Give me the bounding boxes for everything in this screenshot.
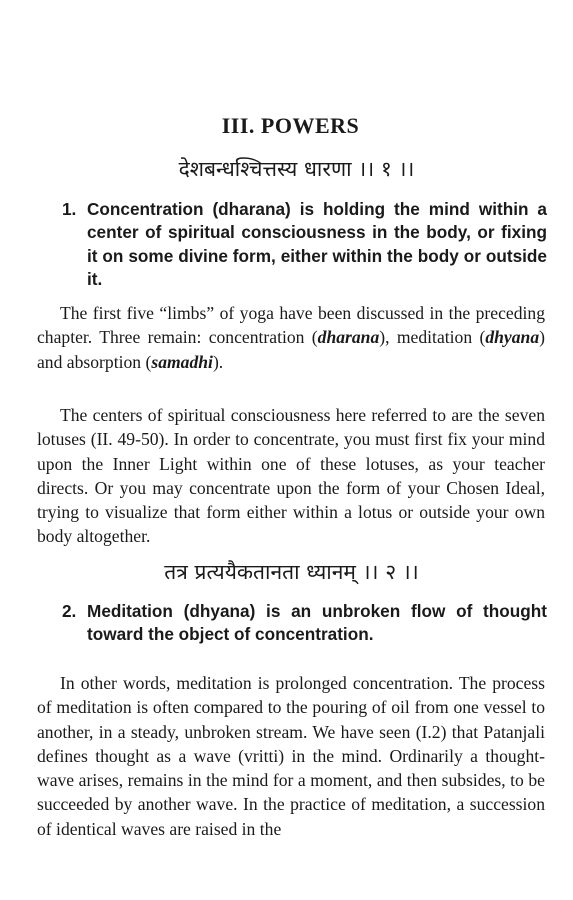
paragraph-1-text-d: ). bbox=[212, 351, 224, 372]
term-dharana: dharana bbox=[317, 327, 380, 348]
paragraph-2: The centers of spiritual consciousness here referred to are the seven lotuses (II. 49-50). In order to concentrate, you must first fix your mind upon the Inner Light within one of these lotuses, as your teacher directs. Or you may concentrate upon the form of your Chosen Ideal, trying to visualize that form either within a lotus or outside your own body altogether. bbox=[37, 405, 545, 547]
paragraph-1-text-b: ), meditation ( bbox=[379, 327, 486, 348]
paragraph-1-text-c: ) and absorption ( bbox=[37, 327, 545, 372]
sutra-1-number: 1. bbox=[62, 199, 77, 219]
sutra-1-text: Concentration (dharana) is holding the mind within a center of spiritual consciousness in the body, or fixing it on some divine form, either within the body or outside it. bbox=[87, 199, 547, 290]
sanskrit-verse-1: देशबन्धश्चित्तस्य धारणा ।। १ ।। bbox=[178, 157, 415, 181]
sutra-2-number: 2. bbox=[62, 601, 77, 621]
sutra-2-text: Meditation (dhyana) is an unbroken flow of thought toward the object of concentration. bbox=[87, 601, 547, 645]
term-dhyana: dhyana bbox=[485, 327, 540, 348]
sutra-2 bbox=[62, 600, 547, 647]
chapter-heading: III. POWERS bbox=[221, 113, 360, 138]
paragraph-1 bbox=[37, 301, 545, 374]
paragraph-3: In other words, meditation is prolonged concentration. The process of meditation is often compared to the pouring of oil from one vessel to another, in a steady, unbroken stream. We have seen (I.2) that Patanjali defines thought as a wave (vritti) in the mind. Ordinarily a thought-wave arises, remains in the mind for a moment, and then subsides, to be succeeded by another wave. In the practice of meditation, a succession of identical waves are raised in the bbox=[37, 673, 545, 839]
term-samadhi: samadhi bbox=[151, 351, 213, 372]
sutra-1 bbox=[62, 198, 547, 292]
paragraph-1-text-a: The first five “limbs” of yoga have been discussed in the preceding chapter. Three remain: concentration ( bbox=[37, 303, 545, 348]
sanskrit-verse-2: तत्र प्रत्ययैकतानता ध्यानम् ।। २ ।। bbox=[164, 560, 419, 584]
